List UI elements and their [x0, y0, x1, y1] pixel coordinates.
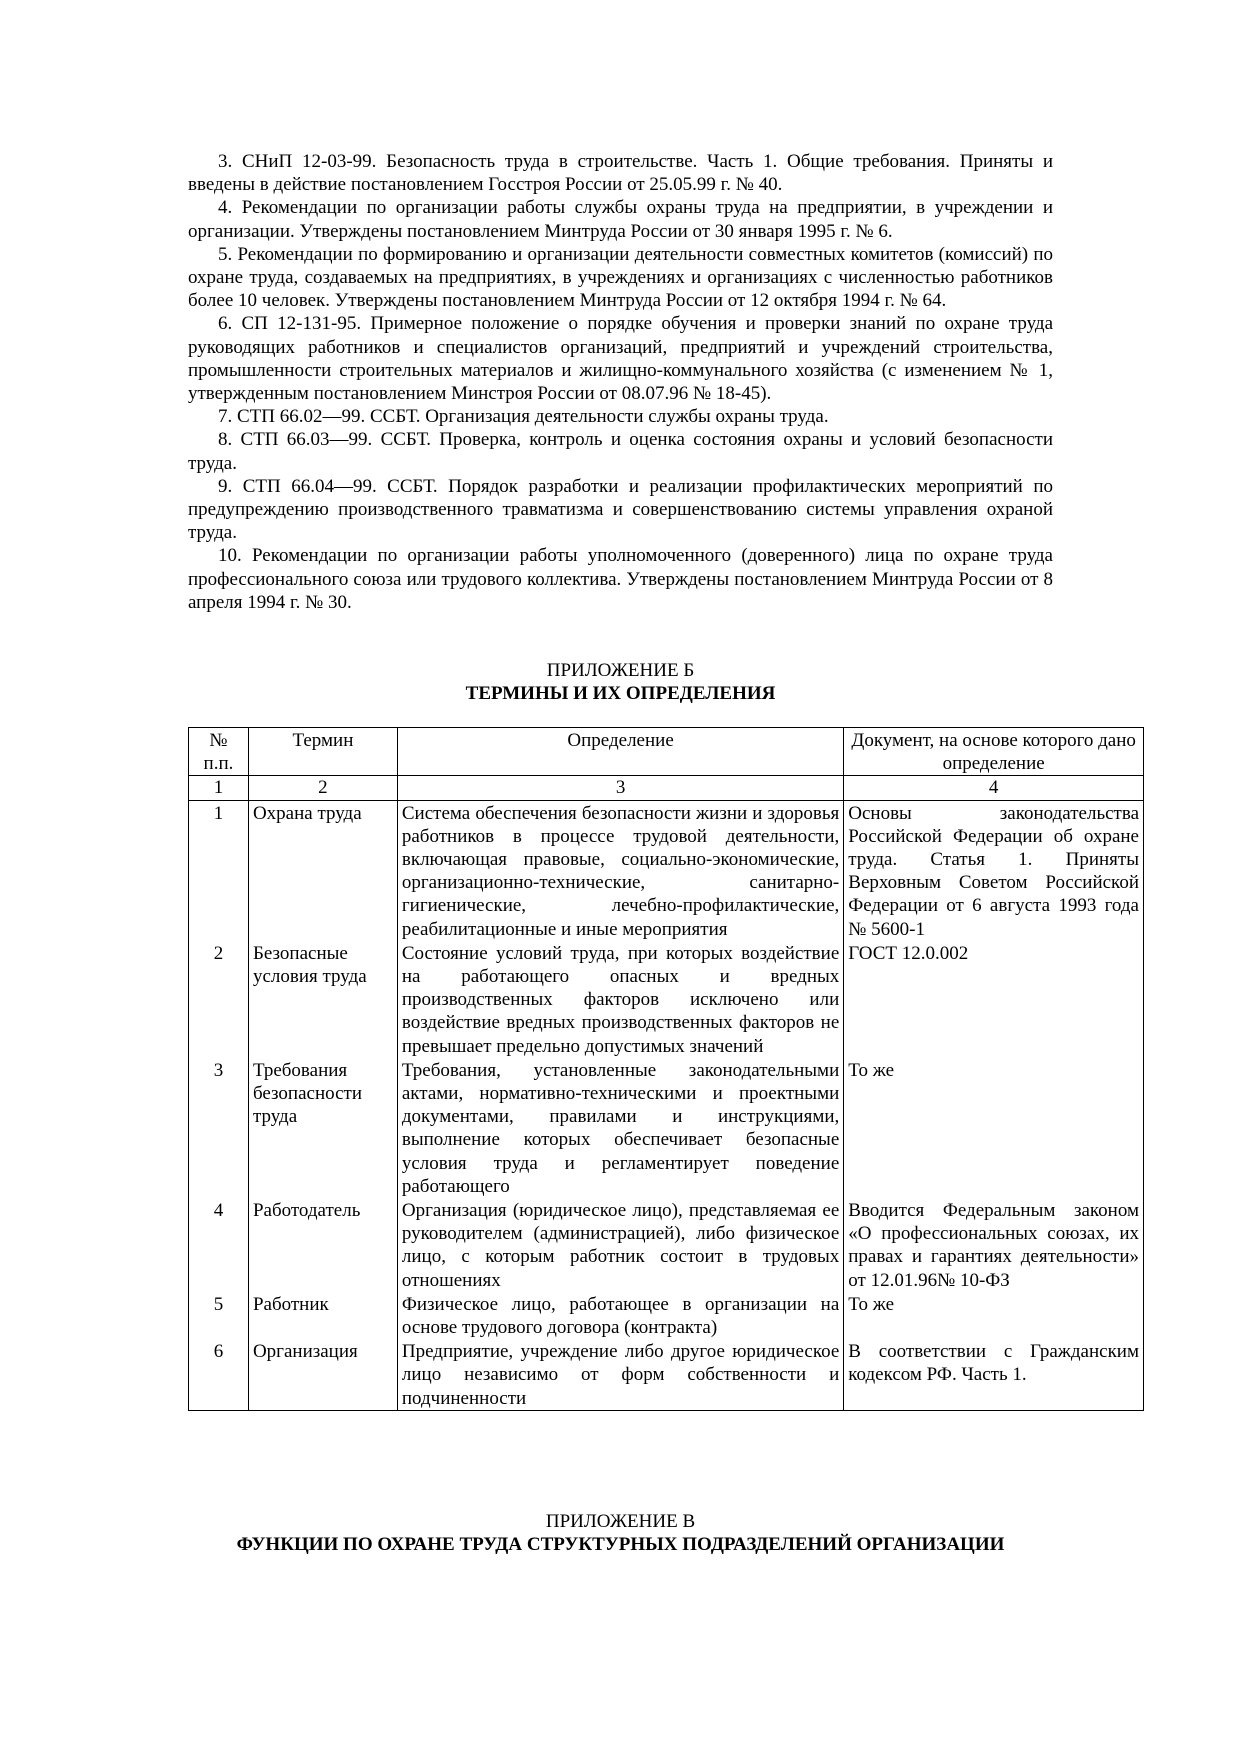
- column-number: 3: [397, 776, 843, 800]
- cell-term: Охрана труда: [248, 800, 397, 941]
- appendix-b-label: ПРИЛОЖЕНИЕ Б: [546, 660, 695, 681]
- table-row: [189, 1198, 1144, 1292]
- column-number: 2: [248, 776, 397, 800]
- cell-term: Работник: [248, 1292, 397, 1339]
- cell-document: В соответствии с Гражданским кодексом РФ. Часть 1.: [844, 1339, 1144, 1410]
- cell-definition: Состояние условий труда, при которых воздействие на работающего опасных и вредных производственных факторов исключено или воздействие вредных производственных факторов не превышает предельно допустимых значений: [397, 941, 843, 1058]
- reference-item: 7. СТП 66.02—99. ССБТ. Организация деятельности службы охраны труда.: [218, 406, 829, 428]
- appendix-v-heading: [188, 1510, 1053, 1556]
- appendix-b-heading: [188, 659, 1053, 705]
- header-definition: Определение: [397, 728, 843, 776]
- cell-term: Безопасные условия труда: [248, 941, 397, 1058]
- references-list: [188, 150, 1053, 614]
- header-num: № п.п.: [189, 728, 249, 776]
- cell-document: Основы законодательства Российской Федерации об охране труда. Статья 1. Приняты Верховным Советом Российской Федерации от 6 августа 1993 года № 5600-1: [844, 800, 1144, 941]
- cell-definition: Предприятие, учреждение либо другое юридическое лицо независимо от форм собственности и подчиненности: [397, 1339, 843, 1410]
- column-number-row: [189, 776, 1144, 800]
- reference-item: 4. Рекомендации по организации работы службы охраны труда на предприятии, в учреждении и организации. Утверждены постановлением Минтруда России от 30 января 1995 г. № 6.: [188, 197, 1053, 242]
- table-row: [189, 1292, 1144, 1339]
- column-number: 4: [844, 776, 1144, 800]
- table-row: [189, 1339, 1144, 1410]
- cell-term: Требования безопасности труда: [248, 1058, 397, 1198]
- cell-definition: Требования, установленные законодательными актами, нормативно-техническими и проектными документами, правилами и инструкциями, выполнение которых обеспечивает безопасные условия труда и регламентирует поведение работающего: [397, 1058, 843, 1198]
- appendix-b-title: ТЕРМИНЫ И ИХ ОПРЕДЕЛЕНИЯ: [465, 683, 776, 704]
- header-document: Документ, на основе которого дано определение: [844, 728, 1144, 776]
- cell-num: 5: [189, 1292, 249, 1339]
- cell-num: 1: [189, 800, 249, 941]
- column-number: 1: [189, 776, 249, 800]
- reference-item: 8. СТП 66.03—99. ССБТ. Проверка, контроль и оценка состояния охраны и условий безопасности труда.: [188, 429, 1053, 474]
- table-row: [189, 800, 1144, 941]
- cell-document: Вводится Федеральным законом «О профессиональных союзах, их правах и гарантиях деятельности» от 12.01.96№ 10-ФЗ: [844, 1198, 1144, 1292]
- cell-document: То же: [844, 1292, 1144, 1339]
- appendix-v-label: ПРИЛОЖЕНИЕ В: [545, 1511, 696, 1532]
- reference-item: 6. СП 12-131-95. Примерное положение о порядке обучения и проверки знаний по охране труда руководящих работников и специалистов организаций, предприятий и учреждений строительства, промышленности строительных материалов и жилищно-коммунального хозяйства (с изменением № 1, утвержденным постановлением Минстроя России от 08.07.96 № 18-45).: [188, 313, 1053, 405]
- table-header-row: [189, 728, 1144, 776]
- cell-definition: Организация (юридическое лицо), представляемая ее руководителем (администрацией), либо физическое лицо, с которым работник состоит в трудовых отношениях: [397, 1198, 843, 1292]
- table-row: [189, 1058, 1144, 1198]
- cell-term: Работодатель: [248, 1198, 397, 1292]
- cell-document: ГОСТ 12.0.002: [844, 941, 1144, 1058]
- reference-item: 10. Рекомендации по организации работы уполномоченного (доверенного) лица по охране труда профессионального союза или трудового коллектива. Утверждены постановлением Минтруда России от 8 апреля 1994 г. № 30.: [188, 545, 1053, 613]
- table-row: [189, 941, 1144, 1058]
- cell-num: 3: [189, 1058, 249, 1198]
- appendix-v-title: ФУНКЦИИ ПО ОХРАНЕ ТРУДА СТРУКТУРНЫХ ПОДРАЗДЕЛЕНИЙ ОРГАНИЗАЦИИ: [236, 1534, 1005, 1555]
- cell-num: 6: [189, 1339, 249, 1410]
- terms-table: [188, 727, 1144, 1411]
- reference-item: 3. СНиП 12-03-99. Безопасность труда в строительстве. Часть 1. Общие требования. Приняты и введены в действие постановлением Госстроя России от 25.05.99 г. № 40.: [188, 151, 1053, 196]
- cell-term: Организация: [248, 1339, 397, 1410]
- cell-num: 2: [189, 941, 249, 1058]
- cell-definition: Физическое лицо, работающее в организации на основе трудового договора (контракта): [397, 1292, 843, 1339]
- cell-num: 4: [189, 1198, 249, 1292]
- reference-item: 5. Рекомендации по формированию и организации деятельности совместных комитетов (комиссий) по охране труда, создаваемых на предприятиях, в учреждениях и организациях с численностью работников более 10 человек. Утверждены постановлением Минтруда России от 12 октября 1994 г. № 64.: [188, 243, 1053, 312]
- header-term: Термин: [248, 728, 397, 776]
- cell-document: То же: [844, 1058, 1144, 1198]
- reference-item: 9. СТП 66.04—99. ССБТ. Порядок разработки и реализации профилактических мероприятий по предупреждению производственного травматизма и совершенствованию системы управления охраной труда.: [188, 475, 1053, 544]
- cell-definition: Система обеспечения безопасности жизни и здоровья работников в процессе трудовой деятельности, включающая правовые, социально-экономические, организационно-технические, санитарно-гигиенические, лечебно-профилактические, реабилитационные и иные мероприятия: [397, 800, 843, 941]
